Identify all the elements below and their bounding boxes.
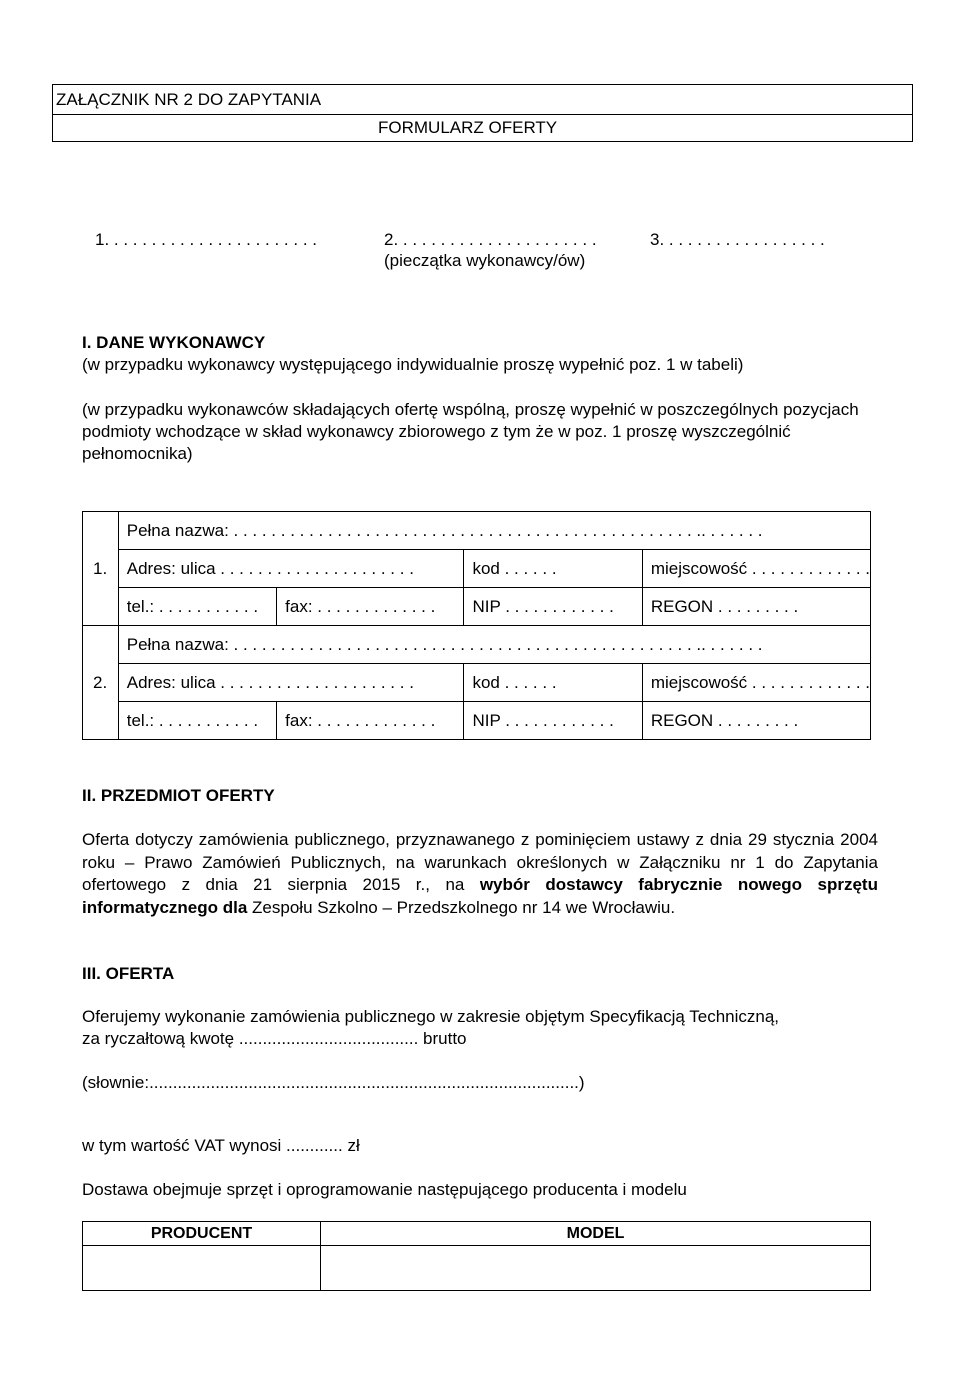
section-3-title: III. OFERTA	[82, 964, 175, 983]
nip-field: NIP . . . . . . . . . . . .	[464, 702, 642, 740]
section-1-note-1: (w przypadku wykonawcy występującego indywidualnie proszę wypełnić poz. 1 w tabeli)	[82, 355, 744, 374]
header-divider	[53, 114, 912, 115]
table-row	[83, 626, 871, 664]
amount-in-words: (słownie:...........................................................................................)	[82, 1073, 585, 1092]
offer-subject-recipient: Zespołu Szkolno – Przedszkolnego nr 14 we Wrocławiu.	[252, 897, 676, 917]
offer-line-1: Oferujemy wykonanie zamówienia publicznego w zakresie objętym Specyfikacją Techniczną,	[82, 1007, 780, 1026]
producer-cell	[83, 1246, 321, 1291]
full-name-field: Pełna nazwa: . . . . . . . . . . . . . . . . . . . . . . . . . . . . . . . . . . . . . . . . . . . . . . . . . .. . . . . . .	[118, 626, 870, 664]
regon-field: REGON . . . . . . . . .	[642, 702, 870, 740]
model-header: MODEL	[321, 1222, 871, 1246]
full-name-field: Pełna nazwa: . . . . . . . . . . . . . . . . . . . . . . . . . . . . . . . . . . . . . . . . . . . . . . . . . .. . . . . . .	[118, 512, 870, 550]
stamp-3: 3. . . . . . . . . . . . . . . . . .	[650, 230, 825, 249]
form-title: FORMULARZ OFERTY	[378, 118, 558, 137]
vat-line: w tym wartość VAT wynosi ............ zł	[82, 1136, 360, 1155]
fax-field: fax: . . . . . . . . . . . . .	[277, 702, 464, 740]
table-row	[83, 512, 871, 550]
row-number: 2.	[83, 626, 119, 740]
section-2-title: II. PRZEDMIOT OFERTY	[82, 786, 275, 805]
nip-field: NIP . . . . . . . . . . . .	[464, 588, 642, 626]
stamp-1: 1. . . . . . . . . . . . . . . . . . . . . . .	[95, 230, 317, 249]
table-row	[83, 588, 871, 626]
table-row	[83, 1246, 871, 1291]
phone-field: tel.: . . . . . . . . . . .	[118, 702, 276, 740]
header-box	[52, 84, 913, 142]
offer-amount-line: za ryczałtową kwotę ...................................... brutto	[82, 1029, 467, 1048]
postal-code-field: kod . . . . . .	[464, 664, 642, 702]
city-field: miejscowość . . . . . . . . . . . . .	[642, 664, 870, 702]
model-cell	[321, 1246, 871, 1291]
phone-field: tel.: . . . . . . . . . . .	[118, 588, 276, 626]
table-row	[83, 550, 871, 588]
section-1-note-2: (w przypadku wykonawców składających ofertę wspólną, proszę wypełnić w poszczególnych pozycjach podmioty wchodzące w skład wykonawcy zbiorowego z tym że w poz. 1 proszę wyszczególnić pełnomocnika)	[82, 400, 859, 463]
table-row	[83, 1222, 871, 1246]
offer-subject-bold: wybór dostawcy fabrycznie nowego sprzętu informatycznego dla	[82, 875, 878, 917]
regon-field: REGON . . . . . . . . .	[642, 588, 870, 626]
table-row	[83, 702, 871, 740]
producer-header: PRODUCENT	[83, 1222, 321, 1246]
section-2-paragraph	[82, 829, 878, 919]
stamp-caption: (pieczątka wykonawcy/ów)	[384, 251, 586, 270]
section-1-title: I. DANE WYKONAWCY	[82, 333, 266, 352]
street-field: Adres: ulica . . . . . . . . . . . . . . . . . . . . .	[118, 664, 464, 702]
table-row	[83, 664, 871, 702]
street-field: Adres: ulica . . . . . . . . . . . . . . . . . . . . .	[118, 550, 464, 588]
city-field: miejscowość . . . . . . . . . . . . .	[642, 550, 870, 588]
offer-subject-na: na	[445, 875, 465, 894]
supply-line: Dostawa obejmuje sprzęt i oprogramowanie następującego producenta i modelu	[82, 1180, 687, 1199]
product-table	[82, 1221, 871, 1291]
stamp-2: 2. . . . . . . . . . . . . . . . . . . . . .	[384, 230, 597, 249]
postal-code-field: kod . . . . . .	[464, 550, 642, 588]
offer-subject-text: Oferta dotyczy zamówienia publicznego, przyznawanego z pominięciem ustawy z dnia 29 stycznia 2004 roku – Prawo Zamówień Publicznych, na warunkach określonych w Załączniku nr 1 do Zapytania ofertowego z dnia 21 sierpnia 2015 r.,	[82, 830, 878, 894]
row-number: 1.	[83, 512, 119, 626]
contractor-table	[82, 511, 871, 740]
fax-field: fax: . . . . . . . . . . . . .	[277, 588, 464, 626]
attachment-title: ZAŁĄCZNIK NR 2 DO ZAPYTANIA	[56, 90, 322, 109]
